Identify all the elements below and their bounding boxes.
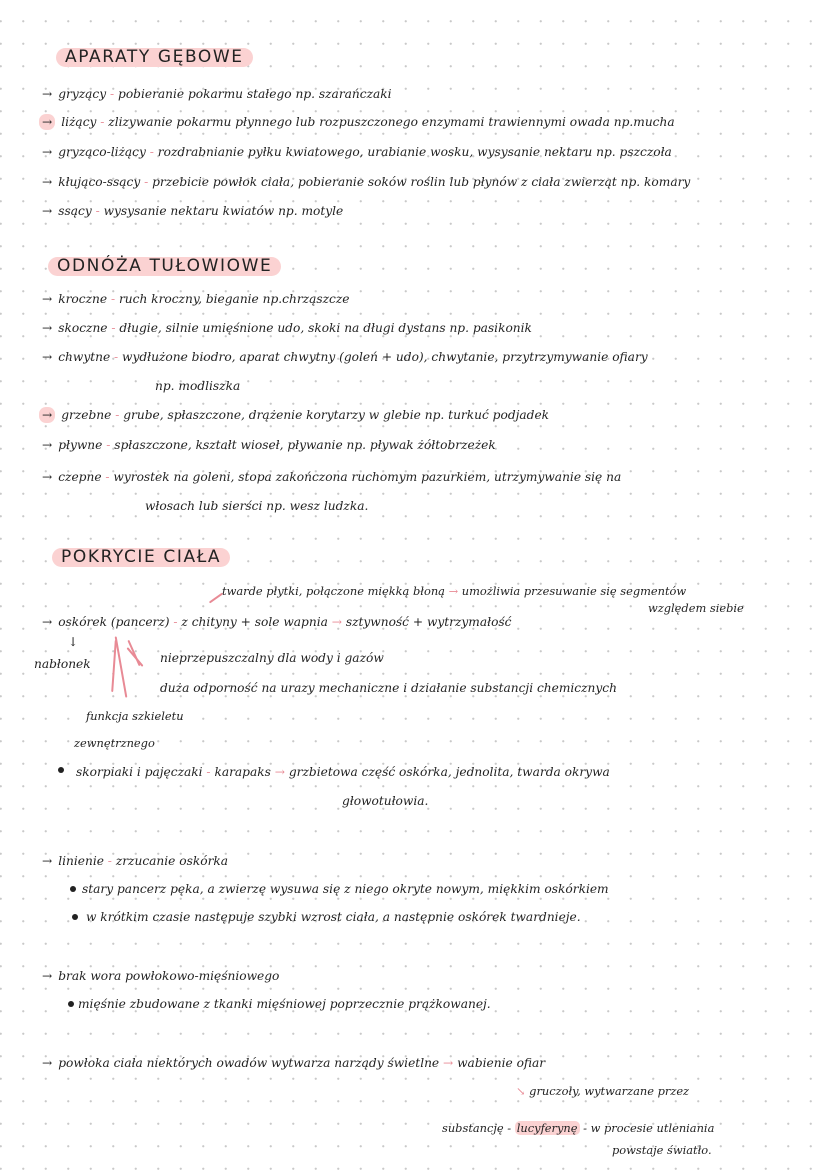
cuticle-property-2: duża odporność na urazy mechaniczne i działanie substancji chemicznych bbox=[160, 681, 617, 695]
list-item: → chwytne - wydłużone biodro, aparat chwytny (goleń + udo), chwytanie, przytrzymywanie ofiary bbox=[42, 350, 648, 364]
list-item-continuation: np. modliszka bbox=[155, 379, 241, 393]
luciferin-prefix: substancję - bbox=[442, 1121, 512, 1135]
item-text: zlizywanie pokarmu płynnego lub rozpuszczonego enzymami trawiennymi owada np.mucha bbox=[108, 115, 675, 129]
list-item: → kłująco-ssący - przebicie powłok ciała, pobieranie soków roślin lub płynów z ciała zwierząt np. komary bbox=[42, 175, 691, 189]
title-text: APARATY GĘBOWE bbox=[65, 47, 244, 67]
arrow-icon: → bbox=[42, 854, 53, 868]
section-title-legs bbox=[48, 255, 281, 277]
arrow-icon: → bbox=[42, 145, 53, 159]
luciferin-line bbox=[442, 1120, 714, 1136]
item-text: wydłużone biodro, aparat chwytny (goleń + udo), chwytanie, przytrzymywanie ofiary bbox=[122, 350, 648, 364]
arrow-icon: → bbox=[42, 615, 53, 629]
arrow-icon: → bbox=[42, 204, 53, 218]
list-item: → skoczne - długie, silnie umięśnione udo, skoki na długi dystans np. pasikonik bbox=[42, 321, 532, 335]
item-term: czepne bbox=[58, 470, 102, 484]
list-item: → liżący - zlizywanie pokarmu płynnego lub rozpuszczonego enzymami trawiennymi owada np.mucha bbox=[42, 114, 675, 130]
plates-note-result: umożliwia przesuwanie się segmentów bbox=[461, 584, 687, 598]
curved-arrow-icon: ↘ bbox=[516, 1084, 530, 1098]
arrow-icon: → bbox=[42, 175, 53, 189]
molting-bullet-2: w krótkim czasie następuje szybki wzrost ciała, a następnie oskórek twardnieje. bbox=[86, 910, 581, 924]
light-organs-text: powłoka ciała niektórych owadów wytwarza narządy świetlne bbox=[58, 1056, 440, 1070]
bullet-dot bbox=[72, 914, 78, 920]
molting-line: → linienie - zrzucanie oskórka bbox=[42, 854, 229, 868]
arrow-icon: → bbox=[42, 438, 53, 452]
title-text: ODNÓŻA TUŁOWIOWE bbox=[57, 256, 273, 276]
carapace-text: grzbietowa część oskórka, jednolita, twarda okrywa bbox=[288, 765, 610, 779]
arrow-icon: → bbox=[39, 114, 55, 130]
item-text: przebicie powłok ciała, pobieranie soków roślin lub płynów z ciała zwierząt np. komary bbox=[152, 175, 691, 189]
molting-text: zrzucanie oskórka bbox=[115, 854, 229, 868]
item-term: kroczne bbox=[58, 292, 108, 306]
muscles-line bbox=[42, 968, 279, 984]
cuticle-result: sztywność + wytrzymałość bbox=[345, 615, 512, 629]
muscles-term: brak wora powłokowo-mięśniowego bbox=[58, 969, 280, 983]
item-text: wyrostek na goleni, stopa zakończona ruchomym pazurkiem, utrzymywanie się na bbox=[113, 470, 622, 484]
light-organs-result: wabienie ofiar bbox=[457, 1056, 546, 1070]
molting-bullet-1: stary pancerz pęka, a zwierzę wysuwa się z niego okryte nowym, miękkim oskórkiem bbox=[82, 882, 609, 896]
carapace-term: karapaks bbox=[214, 765, 271, 779]
arrow-icon: → bbox=[42, 350, 53, 364]
arrow-icon: → bbox=[42, 1056, 53, 1070]
plates-note: twarde płytki, połączone miękką błoną → umożliwia przesuwanie się segmentów bbox=[222, 584, 687, 598]
list-item: → kroczne - ruch kroczny, bieganie np.chrząszcze bbox=[42, 292, 350, 306]
connector-line bbox=[127, 647, 144, 667]
luciferin-suffix: - w procesie utleniania bbox=[583, 1121, 715, 1135]
item-term: gryzący bbox=[58, 87, 107, 101]
muscles-bullet: mięśnie zbudowane z tkanki mięśniowej poprzecznie prążkowanej. bbox=[78, 997, 491, 1011]
light-organs-line: → powłoka ciała niektórych owadów wytwarza narządy świetlne → wabienie ofiar bbox=[42, 1056, 546, 1070]
list-item: → pływne - spłaszczone, kształt wioseł, pływanie np. pływak żółtobrzeżek bbox=[42, 438, 496, 452]
section-title-body-covering bbox=[52, 546, 230, 568]
item-text: grube, spłaszczone, drążenie korytarzy w glebie np. turkuć podjadek bbox=[123, 408, 550, 422]
scorpion-continuation: głowotułowia. bbox=[342, 794, 429, 808]
glands-line bbox=[516, 1083, 689, 1099]
cuticle-term: oskórek (pancerz) bbox=[58, 615, 170, 629]
list-item-continuation: włosach lub sierści np. wesz ludzka. bbox=[145, 499, 369, 513]
item-text: spłaszczone, kształt wioseł, pływanie np. pływak żółtobrzeżek bbox=[114, 438, 496, 452]
light-result-line: powstaje światło. bbox=[612, 1143, 712, 1157]
item-text: rozdrabnianie pyłku kwiatowego, urabianie wosku, wysysanie nektaru np. pszczoła bbox=[157, 145, 672, 159]
arrow-icon: → bbox=[42, 292, 53, 306]
bullet-dot bbox=[68, 1001, 74, 1007]
list-item: → gryząco-liżący - rozdrabnianie pyłku kwiatowego, urabianie wosku, wysysanie nektaru np. pszczoła bbox=[42, 145, 672, 159]
arrow-icon: → bbox=[42, 969, 53, 983]
list-item: → czepne - wyrostek na goleni, stopa zakończona ruchomym pazurkiem, utrzymywanie się na bbox=[42, 470, 622, 484]
scorpion-term: skorpiaki i pajęczaki bbox=[76, 765, 203, 779]
bullet-dot bbox=[70, 886, 76, 892]
arrow-icon: → bbox=[42, 321, 53, 335]
glands-text: gruczoły, wytwarzane przez bbox=[529, 1084, 690, 1098]
skeleton-label-1: funkcja szkieletu bbox=[86, 709, 184, 723]
arrow-icon: → bbox=[39, 407, 55, 423]
connector-line bbox=[209, 593, 223, 604]
bullet-dot bbox=[58, 767, 64, 773]
item-text: ruch kroczny, bieganie np.chrząszcze bbox=[118, 292, 350, 306]
item-term: chwytne bbox=[58, 350, 111, 364]
section-title-mouthparts bbox=[56, 46, 253, 68]
list-item: → grzebne - grube, spłaszczone, drążenie korytarzy w glebie np. turkuć podjadek bbox=[42, 407, 549, 423]
skeleton-label-2: zewnętrznego bbox=[74, 736, 155, 750]
cuticle-composition: z chityny + sole wapnia bbox=[181, 615, 328, 629]
item-text: długie, silnie umięśnione udo, skoki na długi dystans np. pasikonik bbox=[119, 321, 532, 335]
plates-note-continuation: względem siebie bbox=[648, 601, 744, 615]
epithelium-label: nabłonek bbox=[34, 657, 91, 671]
item-term: liżący bbox=[61, 115, 97, 129]
item-term: kłująco-ssący bbox=[58, 175, 141, 189]
cuticle-line: → oskórek (pancerz) - z chityny + sole wapnia → sztywność + wytrzymałość bbox=[42, 615, 512, 629]
item-term: pływne bbox=[58, 438, 103, 452]
item-term: skoczne bbox=[58, 321, 108, 335]
luciferin-term: lucyferynę bbox=[516, 1121, 578, 1135]
plates-note-text: twarde płytki, połączone miękką błoną bbox=[222, 584, 445, 598]
item-term: grzebne bbox=[61, 408, 112, 422]
molting-term: linienie bbox=[58, 854, 104, 868]
down-arrow-icon: ↓ bbox=[68, 635, 79, 649]
item-term: gryząco-liżący bbox=[58, 145, 146, 159]
item-text: pobieranie pokarmu stałego np. szarańczaki bbox=[118, 87, 392, 101]
arrow-icon: → bbox=[42, 87, 53, 101]
cuticle-property-1: nieprzepuszczalny dla wody i gazów bbox=[160, 651, 384, 665]
title-text: POKRYCIE CIAŁA bbox=[61, 547, 222, 567]
item-text: wysysanie nektaru kwiatów np. motyle bbox=[103, 204, 344, 218]
arrow-icon: → bbox=[42, 470, 53, 484]
scorpion-line: skorpiaki i pajęczaki - karapaks → grzbietowa część oskórka, jednolita, twarda okrywa bbox=[76, 765, 610, 779]
list-item: → gryzący - pobieranie pokarmu stałego np. szarańczaki bbox=[42, 87, 392, 101]
list-item: → ssący - wysysanie nektaru kwiatów np. motyle bbox=[42, 204, 344, 218]
item-term: ssący bbox=[58, 204, 92, 218]
connector-line bbox=[115, 636, 128, 697]
